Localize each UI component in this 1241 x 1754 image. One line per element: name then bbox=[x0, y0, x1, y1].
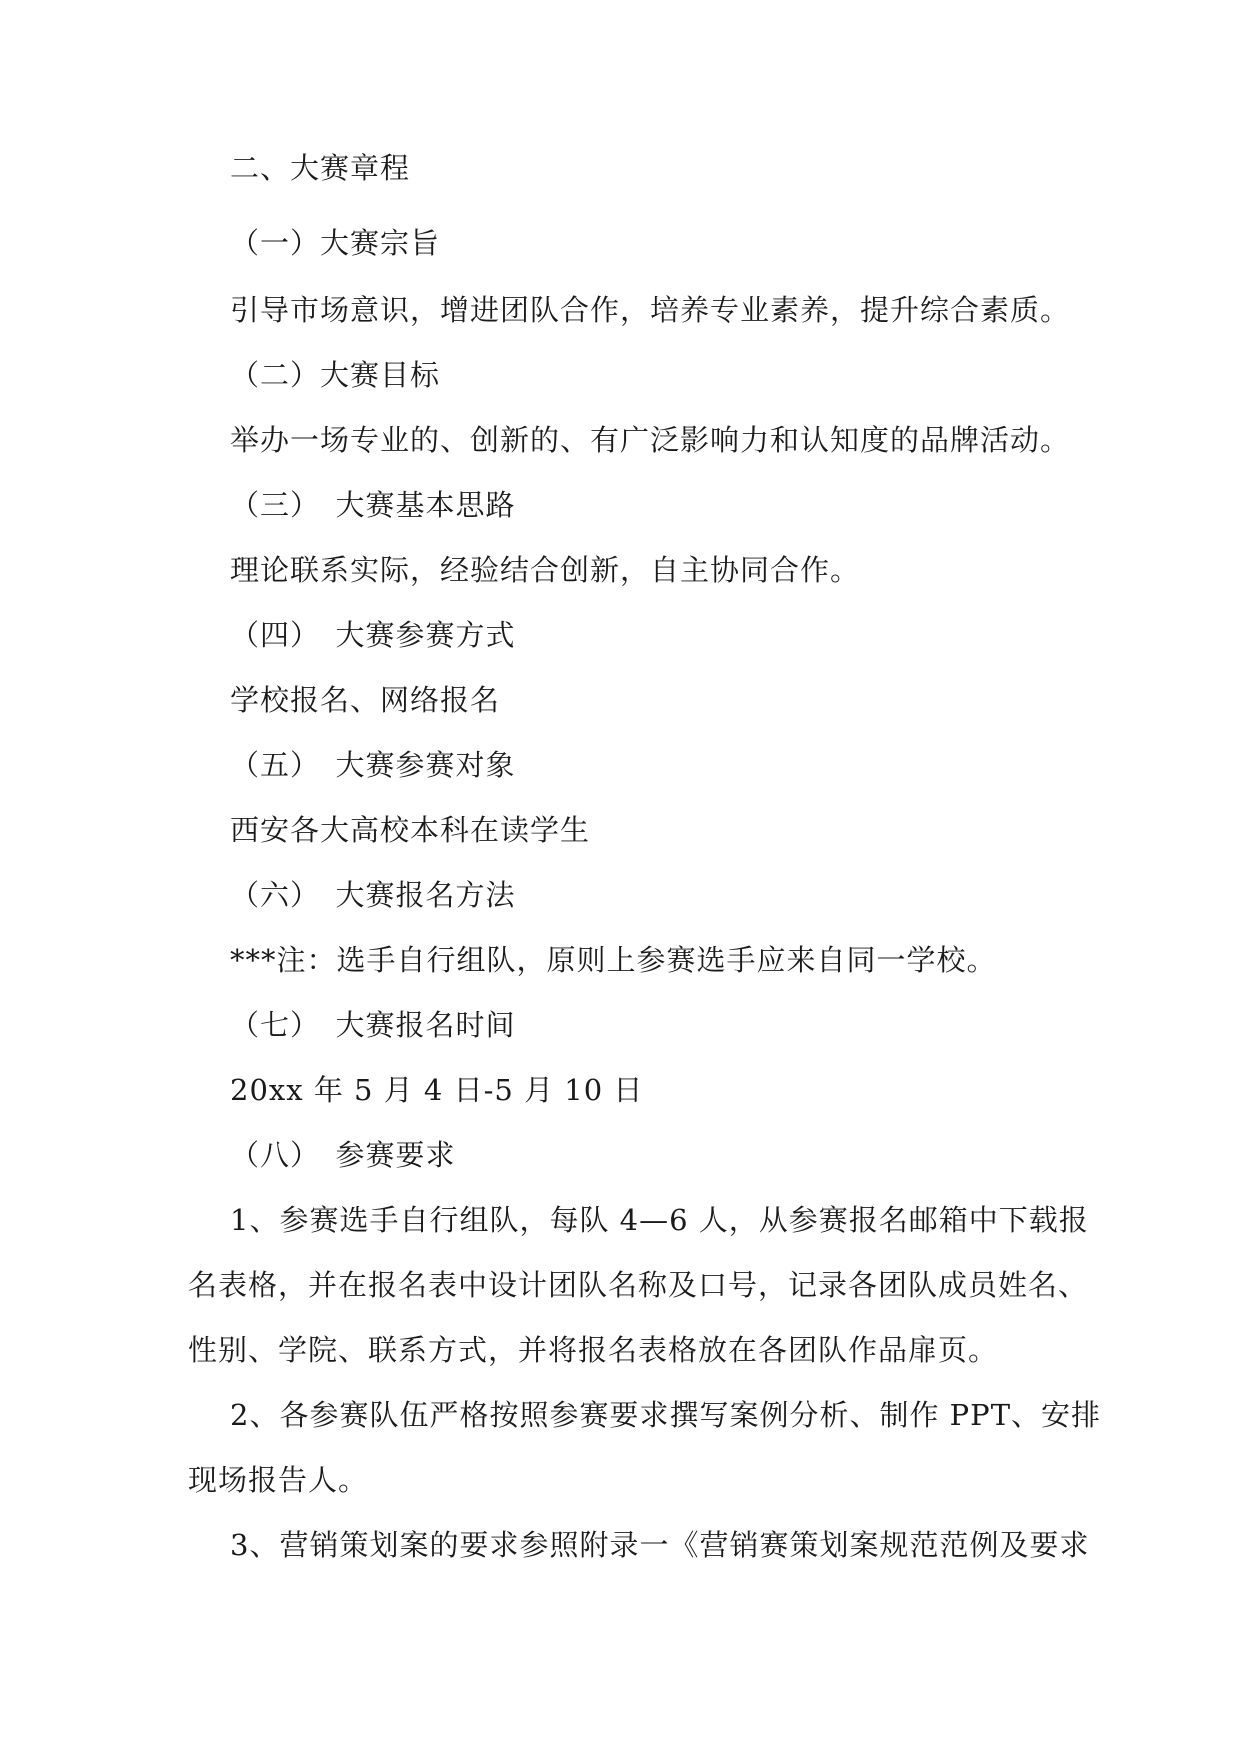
subsection-title-6: （六） 大赛报名方法 bbox=[230, 878, 516, 912]
subsection-title-8: （八） 参赛要求 bbox=[230, 1138, 456, 1172]
requirement-1-line-2: 名表格，并在报名表中设计团队名称及口号，记录各团队成员姓名、 bbox=[188, 1268, 1089, 1302]
subsection-body-2: 举办一场专业的、创新的、有广泛影响力和认知度的品牌活动。 bbox=[230, 423, 1071, 457]
subsection-body-7: 20xx 年 5 月 4 日-5 月 10 日 bbox=[230, 1073, 644, 1107]
subsection-body-4: 学校报名、网络报名 bbox=[230, 683, 501, 717]
subsection-title-1: （一）大赛宗旨 bbox=[230, 226, 441, 260]
subsection-title-3: （三） 大赛基本思路 bbox=[230, 488, 516, 522]
requirement-1-line-1: 1、参赛选手自行组队，每队 4—6 人，从参赛报名邮箱中下载报 bbox=[230, 1203, 1089, 1237]
requirement-2-line-1: 2、各参赛队伍严格按照参赛要求撰写案例分析、制作 PPT、安排 bbox=[230, 1398, 1102, 1432]
subsection-title-4: （四） 大赛参赛方式 bbox=[230, 618, 516, 652]
subsection-title-5: （五） 大赛参赛对象 bbox=[230, 748, 516, 782]
subsection-title-2: （二）大赛目标 bbox=[230, 358, 441, 392]
section-heading: 二、大赛章程 bbox=[230, 151, 411, 185]
subsection-body-1: 引导市场意识，增进团队合作，培养专业素养，提升综合素质。 bbox=[230, 293, 1071, 327]
subsection-body-5: 西安各大高校本科在读学生 bbox=[230, 813, 591, 847]
subsection-title-7: （七） 大赛报名时间 bbox=[230, 1008, 516, 1042]
subsection-body-6: ***注：选手自行组队，原则上参赛选手应来自同一学校。 bbox=[230, 943, 997, 977]
subsection-body-3: 理论联系实际，经验结合创新，自主协同合作。 bbox=[230, 553, 861, 587]
requirement-3-line-1: 3、营销策划案的要求参照附录一《营销赛策划案规范范例及要求 bbox=[230, 1528, 1090, 1562]
requirement-1-line-3: 性别、学院、联系方式，并将报名表格放在各团队作品扉页。 bbox=[188, 1333, 999, 1367]
requirement-2-line-2: 现场报告人。 bbox=[188, 1463, 369, 1497]
